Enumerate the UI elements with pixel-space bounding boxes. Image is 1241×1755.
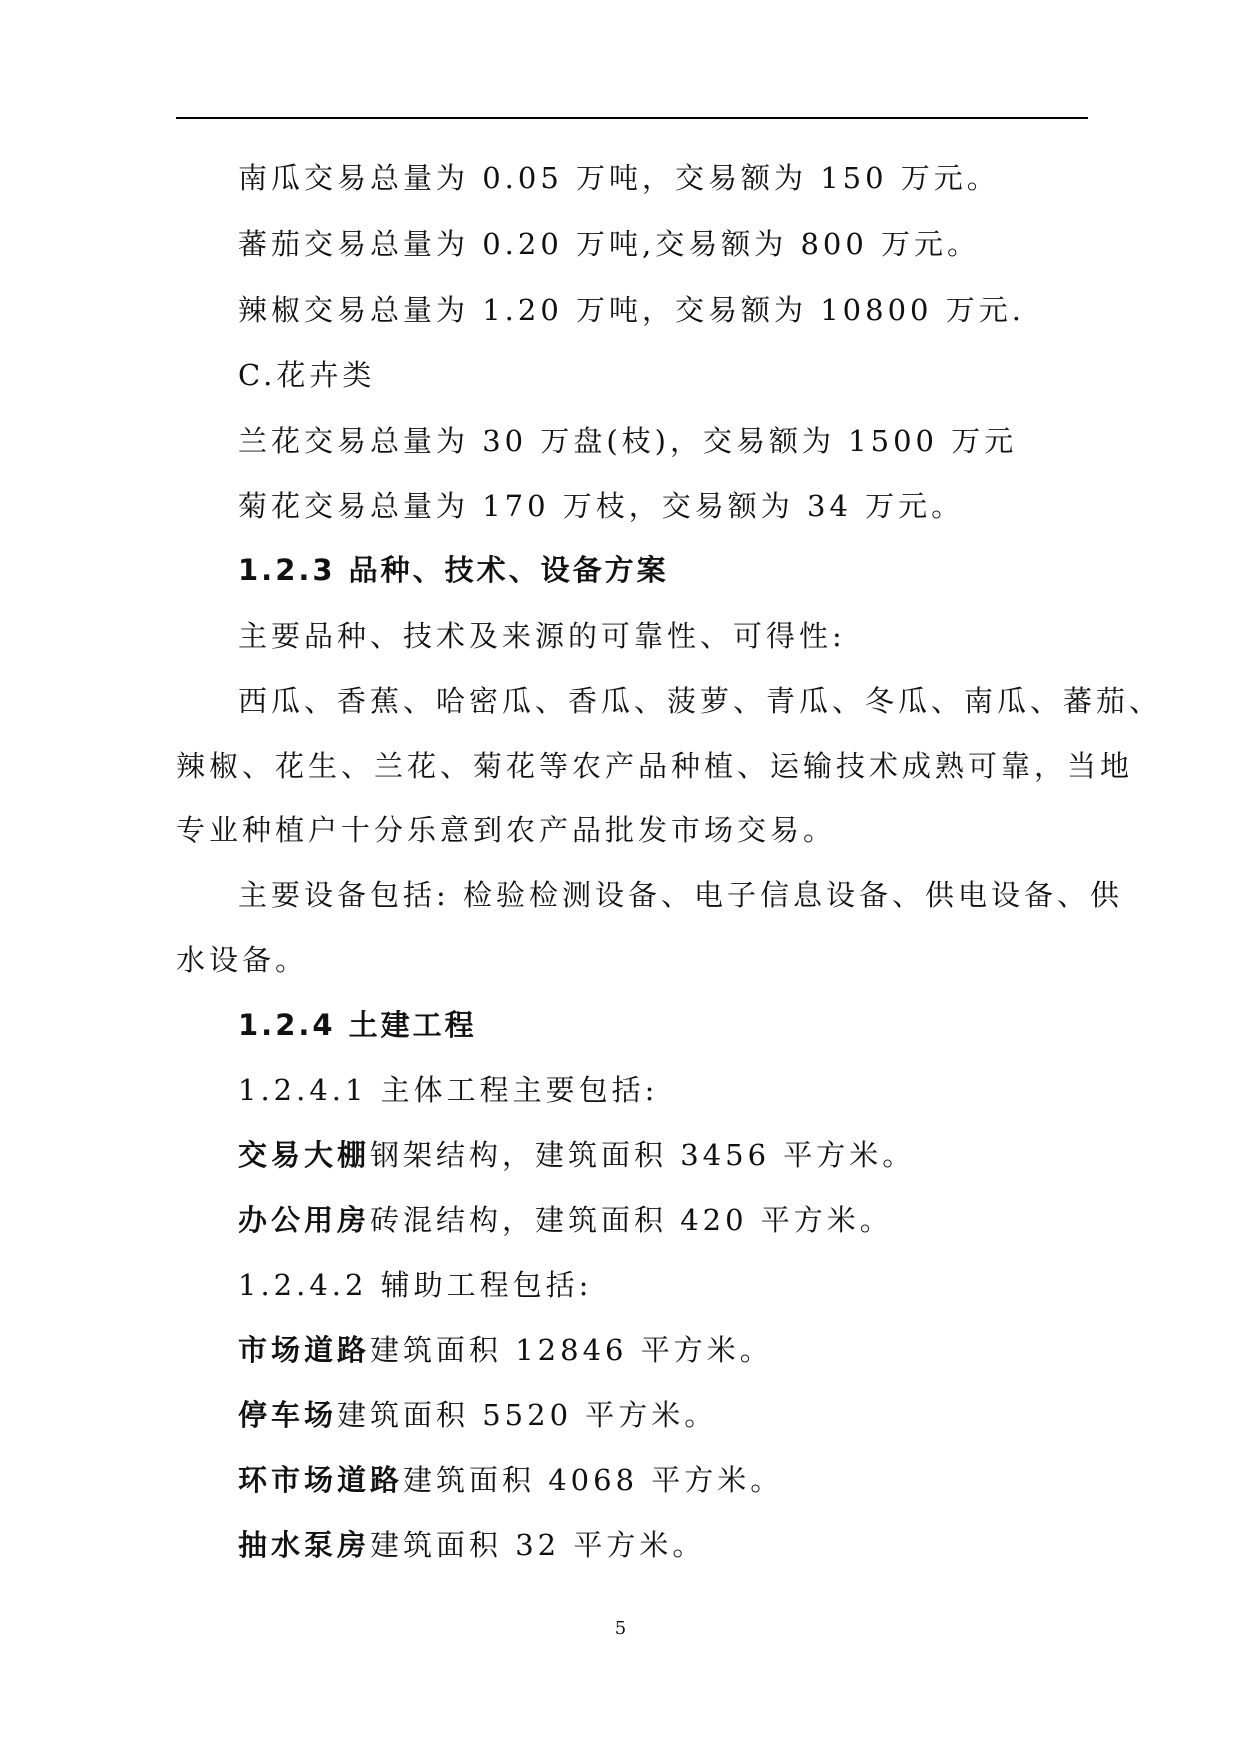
item-text: 建筑面积 5520 平方米。 [337,1398,718,1432]
section-123-para1-line3: 专业种植户十分乐意到农产品批发市场交易。 [176,813,837,847]
section-123-para1-line2: 辣椒、花生、兰花、菊花等农产品种植、运输技术成熟可靠，当地 [176,749,1134,783]
section-heading-1-2-4: 1.2.4 土建工程 [238,1008,477,1042]
item-label: 交易大棚 [238,1138,371,1172]
item-label: 环市场道路 [238,1463,404,1497]
item-text: 建筑面积 12846 平方米。 [370,1333,773,1367]
text-line-orchid: 兰花交易总量为 30 万盘(枝)，交易额为 1500 万元 [238,424,1018,458]
item-office [238,1202,893,1238]
section-123-para1-line1: 西瓜、香蕉、哈密瓜、香瓜、菠萝、青瓜、冬瓜、南瓜、蕃茄、 [238,684,1163,718]
subsection-1-2-4-2: 1.2.4.2 辅助工程包括: [238,1268,593,1302]
text-line-flowers-category: C.花卉类 [238,358,376,392]
text-line-pumpkin: 南瓜交易总量为 0.05 万吨，交易额为 150 万元。 [238,161,1000,195]
item-label: 抽水泵房 [238,1528,371,1562]
text-line-tomato: 蕃茄交易总量为 0.20 万吨,交易额为 800 万元。 [238,227,981,261]
item-text: 建筑面积 4068 平方米。 [403,1463,784,1497]
item-text: 建筑面积 32 平方米。 [370,1528,706,1562]
item-pump-house [238,1527,705,1563]
section-heading-1-2-3: 1.2.3 品种、技术、设备方案 [238,553,669,587]
item-label: 停车场 [238,1398,338,1432]
item-market-road [238,1332,773,1368]
item-text: 砖混结构，建筑面积 420 平方米。 [370,1203,893,1237]
section-123-intro: 主要品种、技术及来源的可靠性、可得性: [238,619,846,653]
section-123-para2-line1: 主要设备包括: 检验检测设备、电子信息设备、供电设备、供 [238,878,1123,912]
header-rule [176,117,1088,119]
page-number: 5 [614,1618,627,1639]
item-ring-road [238,1462,783,1498]
text-line-pepper: 辣椒交易总量为 1.20 万吨，交易额为 10800 万元. [238,293,1025,327]
section-123-para2-line2: 水设备。 [176,943,309,977]
text-line-chrysanthemum: 菊花交易总量为 170 万枝，交易额为 34 万元。 [238,489,965,523]
subsection-1-2-4-1: 1.2.4.1 主体工程主要包括: [238,1073,659,1107]
item-text: 钢架结构，建筑面积 3456 平方米。 [370,1138,916,1172]
item-parking [238,1397,717,1433]
item-label: 市场道路 [238,1333,371,1367]
item-label: 办公用房 [238,1203,371,1237]
item-trading-shed [238,1137,915,1173]
